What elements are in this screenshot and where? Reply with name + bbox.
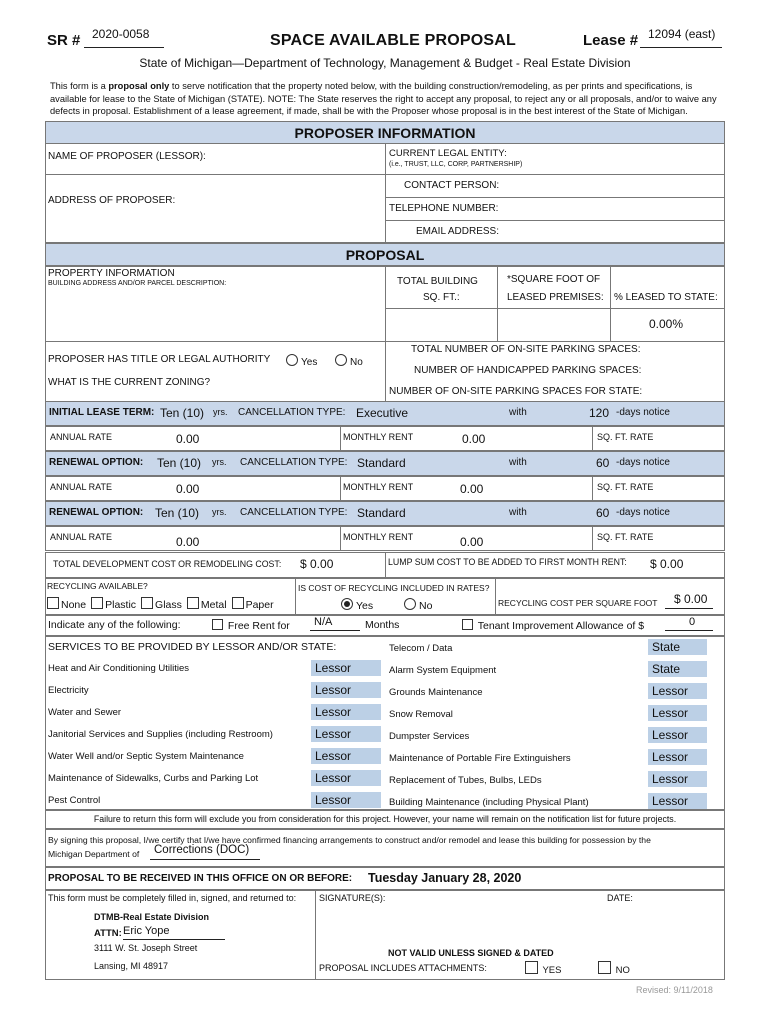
annual-rate-value[interactable]: 0.00 bbox=[176, 535, 200, 549]
free-rent-field[interactable] bbox=[310, 617, 360, 631]
sqft-leased-input[interactable] bbox=[499, 310, 608, 339]
contact-label: CONTACT PERSON: bbox=[404, 180, 500, 191]
lump-sum-value[interactable]: $ 0.00 bbox=[650, 557, 684, 571]
service-provider[interactable]: Lessor bbox=[311, 682, 381, 698]
pct-leased-label: % LEASED TO STATE: bbox=[614, 292, 718, 303]
lump-sum-label: LUMP SUM COST TO BE ADDED TO FIRST MONTH RENT: bbox=[388, 557, 627, 567]
revised-date: Revised: 9/11/2018 bbox=[636, 985, 713, 995]
services-header: SERVICES TO BE PROVIDED BY LESSOR AND/OR STATE: bbox=[48, 641, 337, 653]
term-yrs: yrs. bbox=[212, 507, 227, 517]
cancellation-label: CANCELLATION TYPE: bbox=[238, 407, 346, 418]
monthly-rent-value[interactable]: 0.00 bbox=[460, 482, 484, 496]
annual-rate-label: ANNUAL RATE bbox=[50, 432, 113, 442]
signature-label: SIGNATURE(S): bbox=[319, 893, 386, 903]
total-building-label-2: SQ. FT.: bbox=[423, 292, 460, 303]
sqft-rate-label: SQ. FT. RATE bbox=[597, 432, 654, 442]
free-rent-checkbox[interactable]: Free Rent for bbox=[212, 619, 290, 632]
cancellation-type[interactable]: Executive bbox=[356, 406, 409, 420]
proposer-name-input[interactable] bbox=[220, 146, 380, 170]
service-name: Water and Sewer bbox=[48, 707, 122, 718]
service-provider[interactable]: Lessor bbox=[311, 770, 381, 786]
service-name: Dumpster Services bbox=[389, 731, 470, 742]
sqft-rate-label: SQ. FT. RATE bbox=[597, 482, 654, 492]
sr-field[interactable] bbox=[84, 27, 164, 48]
sqft-leased-label: *SQUARE FOOT OF bbox=[507, 274, 601, 285]
ti-allowance-value: 0 bbox=[689, 616, 696, 628]
with-label: with bbox=[509, 507, 527, 518]
subtitle: State of Michigan—Department of Technology, Management & Budget - Real Estate Division bbox=[139, 56, 631, 70]
days-notice-label: -days notice bbox=[616, 407, 670, 418]
not-valid-note: NOT VALID UNLESS SIGNED & DATED bbox=[388, 948, 554, 958]
date-input[interactable] bbox=[637, 893, 722, 938]
recycling-cost-value: $ 0.00 bbox=[674, 592, 708, 606]
due-label: PROPOSAL TO BE RECEIVED IN THIS OFFICE ON OR BEFORE: bbox=[48, 873, 353, 884]
sr-label: SR # bbox=[47, 32, 81, 49]
property-info-hint: BUILDING ADDRESS AND/OR PARCEL DESCRIPTION: bbox=[48, 280, 227, 287]
service-provider[interactable]: State bbox=[648, 639, 707, 655]
intro-paragraph: This form is a proposal only to serve notification that the property noted below, with the building construction/remodeling, as per prints and specifications, is available for lease to the State of Michigan (STATE). NOTE: The State reserves the right to accept any proposal, to reject any or all proposals, and/or to waive any defects in proposal. Establishment of a lease agreement, if made, shall be with the Proposer whose proposal is in the best interest of the State of Michigan. bbox=[50, 81, 717, 116]
parking-total-label: TOTAL NUMBER OF ON-SITE PARKING SPACES: bbox=[411, 344, 641, 355]
monthly-rent-label: MONTHLY RENT bbox=[343, 432, 414, 442]
address-input[interactable] bbox=[180, 178, 380, 240]
service-provider[interactable]: Lessor bbox=[648, 683, 707, 699]
recycling-option-paper-checkbox[interactable]: Paper bbox=[232, 599, 274, 611]
cancellation-label: CANCELLATION TYPE: bbox=[240, 507, 348, 518]
total-building-label: TOTAL BUILDING bbox=[397, 276, 478, 287]
service-name: Replacement of Tubes, Bulbs, LEDs bbox=[389, 775, 542, 786]
service-name: Water Well and/or Septic System Maintenance bbox=[48, 751, 244, 762]
monthly-rent-label: MONTHLY RENT bbox=[343, 482, 414, 492]
property-address-input[interactable] bbox=[48, 292, 380, 338]
service-name: Electricity bbox=[48, 685, 89, 696]
notice-days[interactable]: 60 bbox=[596, 506, 610, 520]
due-date: Tuesday January 28, 2020 bbox=[368, 871, 522, 885]
attachments-yes-checkbox[interactable]: YES bbox=[525, 961, 561, 976]
service-provider[interactable]: State bbox=[648, 661, 707, 677]
cancellation-label: CANCELLATION TYPE: bbox=[240, 457, 348, 468]
telephone-label: TELEPHONE NUMBER: bbox=[389, 203, 499, 214]
lease-value: 12094 (east) bbox=[648, 27, 716, 41]
service-name: Building Maintenance (including Physical Plant) bbox=[389, 797, 589, 808]
sr-value: 2020-0058 bbox=[92, 27, 150, 41]
annual-rate-value[interactable]: 0.00 bbox=[176, 432, 200, 446]
recycling-cost-field[interactable] bbox=[665, 594, 713, 609]
service-name: Alarm System Equipment bbox=[389, 665, 497, 676]
term-yrs: yrs. bbox=[213, 407, 228, 417]
division-name: DTMB-Real Estate Division bbox=[94, 912, 210, 922]
attn-label: ATTN: bbox=[94, 928, 122, 939]
title-yes-radio[interactable]: Yes bbox=[286, 354, 317, 368]
service-name: Telecom / Data bbox=[389, 643, 453, 654]
service-name: Snow Removal bbox=[389, 709, 453, 720]
service-provider[interactable]: Lessor bbox=[311, 660, 381, 676]
zoning-label: WHAT IS THE CURRENT ZONING? bbox=[48, 377, 211, 388]
indicate-label: Indicate any of the following: bbox=[48, 619, 181, 631]
service-name: Heat and Air Conditioning Utilities bbox=[48, 663, 189, 674]
department-value: Corrections (DOC) bbox=[154, 844, 250, 856]
recycling-yes-radio[interactable]: Yes bbox=[341, 598, 373, 612]
date-label: DATE: bbox=[607, 893, 633, 903]
certify-text-2: Michigan Department of bbox=[48, 849, 140, 859]
notice-days[interactable]: 120 bbox=[589, 406, 610, 420]
address-label: ADDRESS OF PROPOSER: bbox=[48, 195, 176, 206]
address-line-2: Lansing, MI 48917 bbox=[94, 961, 169, 971]
days-notice-label: -days notice bbox=[616, 507, 670, 518]
certify-text: By signing this proposal, I/we certify that I/we have confirmed financing arrangements to construct and/or remodel and lease this building for possession by the bbox=[48, 835, 651, 845]
failure-note: Failure to return this form will exclude you from consideration for this project. However, your name will remain on the notification list for future projects. bbox=[93, 814, 677, 824]
recycling-option-metal-checkbox[interactable]: Metal bbox=[187, 599, 227, 611]
annual-rate-value[interactable]: 0.00 bbox=[176, 482, 200, 496]
legal-entity-hint: (i.e., TRUST, LLC, CORP, PARTNERSHIP) bbox=[389, 161, 523, 168]
term-label: INITIAL LEASE TERM: bbox=[49, 407, 155, 418]
property-info-label: PROPERTY INFORMATION bbox=[48, 268, 175, 279]
attachments-no-checkbox[interactable]: NO bbox=[598, 961, 630, 976]
service-provider[interactable]: Lessor bbox=[648, 749, 707, 765]
monthly-rent-label: MONTHLY RENT bbox=[343, 532, 414, 542]
dev-cost-label: TOTAL DEVELOPMENT COST OR REMODELING COST: bbox=[53, 559, 282, 569]
term-label: RENEWAL OPTION: bbox=[49, 507, 144, 518]
pct-leased-value: 0.00% bbox=[649, 317, 684, 331]
lease-field[interactable] bbox=[640, 27, 722, 48]
title-authority-label: PROPOSER HAS TITLE OR LEGAL AUTHORITY bbox=[48, 354, 271, 365]
ti-allowance-field[interactable] bbox=[665, 617, 713, 631]
total-building-input[interactable] bbox=[387, 310, 495, 339]
title-no-radio[interactable]: No bbox=[335, 354, 363, 368]
lease-label: Lease # bbox=[583, 32, 639, 49]
annual-rate-label: ANNUAL RATE bbox=[50, 532, 113, 542]
with-label: with bbox=[509, 407, 527, 418]
recycling-no-radio[interactable]: No bbox=[404, 598, 432, 612]
telephone-input[interactable] bbox=[505, 199, 720, 218]
recycling-options bbox=[47, 597, 279, 611]
signature-input[interactable] bbox=[385, 893, 600, 938]
recycling-option-glass-checkbox[interactable]: Glass bbox=[141, 599, 182, 611]
service-provider[interactable]: Lessor bbox=[648, 793, 707, 809]
service-provider[interactable]: Lessor bbox=[311, 748, 381, 764]
recycling-available-label: RECYCLING AVAILABLE? bbox=[47, 581, 148, 591]
term-yrs: yrs. bbox=[212, 457, 227, 467]
service-provider[interactable]: Lessor bbox=[311, 726, 381, 742]
email-label: EMAIL ADDRESS: bbox=[416, 226, 499, 237]
department-field[interactable] bbox=[150, 845, 260, 860]
days-notice-label: -days notice bbox=[616, 457, 670, 468]
attachments-label: PROPOSAL INCLUDES ATTACHMENTS: bbox=[319, 963, 487, 973]
sqft-leased-label-2: LEASED PREMISES: bbox=[507, 292, 604, 303]
service-provider[interactable]: Lessor bbox=[311, 704, 381, 720]
legal-entity-label: CURRENT LEGAL ENTITY: bbox=[389, 148, 507, 159]
service-name: Maintenance of Sidewalks, Curbs and Parking Lot bbox=[48, 773, 259, 784]
annual-rate-label: ANNUAL RATE bbox=[50, 482, 113, 492]
months-label: Months bbox=[365, 619, 400, 631]
with-label: with bbox=[509, 457, 527, 468]
recycling-option-none-checkbox[interactable]: None bbox=[47, 599, 86, 611]
attn-field[interactable] bbox=[123, 927, 225, 940]
zoning-input[interactable] bbox=[230, 374, 380, 394]
free-rent-value: N/A bbox=[314, 616, 333, 628]
service-provider[interactable]: Lessor bbox=[648, 727, 707, 743]
monthly-rent-value[interactable]: 0.00 bbox=[462, 432, 486, 446]
proposer-name-label: NAME OF PROPOSER (LESSOR): bbox=[48, 151, 206, 162]
service-name: Janitorial Services and Supplies (including Restroom) bbox=[48, 729, 273, 740]
term-years[interactable]: Ten (10) bbox=[155, 506, 200, 520]
return-label: This form must be completely filled in, signed, and returned to: bbox=[48, 893, 297, 903]
notice-days[interactable]: 60 bbox=[596, 456, 610, 470]
dev-cost-value[interactable]: $ 0.00 bbox=[300, 557, 334, 571]
service-provider[interactable]: Lessor bbox=[648, 705, 707, 721]
ti-allowance-checkbox[interactable]: Tenant Improvement Allowance of $ bbox=[462, 619, 644, 632]
parking-state-label: NUMBER OF ON-SITE PARKING SPACES FOR STATE: bbox=[389, 386, 643, 397]
service-provider[interactable]: Lessor bbox=[648, 771, 707, 787]
service-provider[interactable]: Lessor bbox=[311, 792, 381, 808]
service-name: Pest Control bbox=[48, 795, 101, 806]
recycling-option-plastic-checkbox[interactable]: Plastic bbox=[91, 599, 136, 611]
term-years[interactable]: Ten (10) bbox=[160, 406, 205, 420]
proposal-section-title: PROPOSAL bbox=[45, 243, 725, 266]
cancellation-type[interactable]: Standard bbox=[357, 506, 406, 520]
address-line-1: 3111 W. St. Joseph Street bbox=[94, 943, 198, 953]
service-name: Maintenance of Portable Fire Extinguishers bbox=[389, 753, 571, 764]
sqft-rate-label: SQ. FT. RATE bbox=[597, 532, 654, 542]
monthly-rent-value[interactable]: 0.00 bbox=[460, 535, 484, 549]
recycling-included-label: IS COST OF RECYCLING INCLUDED IN RATES? bbox=[298, 583, 490, 593]
proposer-section-title: PROPOSER INFORMATION bbox=[45, 121, 725, 144]
parking-handicap-label: NUMBER OF HANDICAPPED PARKING SPACES: bbox=[414, 365, 642, 376]
attn-value: Eric Yope bbox=[123, 925, 170, 937]
cancellation-type[interactable]: Standard bbox=[357, 456, 406, 470]
term-years[interactable]: Ten (10) bbox=[157, 456, 202, 470]
form-title: SPACE AVAILABLE PROPOSAL bbox=[270, 32, 517, 49]
term-label: RENEWAL OPTION: bbox=[49, 457, 144, 468]
email-input[interactable] bbox=[505, 222, 720, 241]
recycling-cost-label: RECYCLING COST PER SQUARE FOOT bbox=[498, 598, 658, 608]
service-name: Grounds Maintenance bbox=[389, 687, 483, 698]
